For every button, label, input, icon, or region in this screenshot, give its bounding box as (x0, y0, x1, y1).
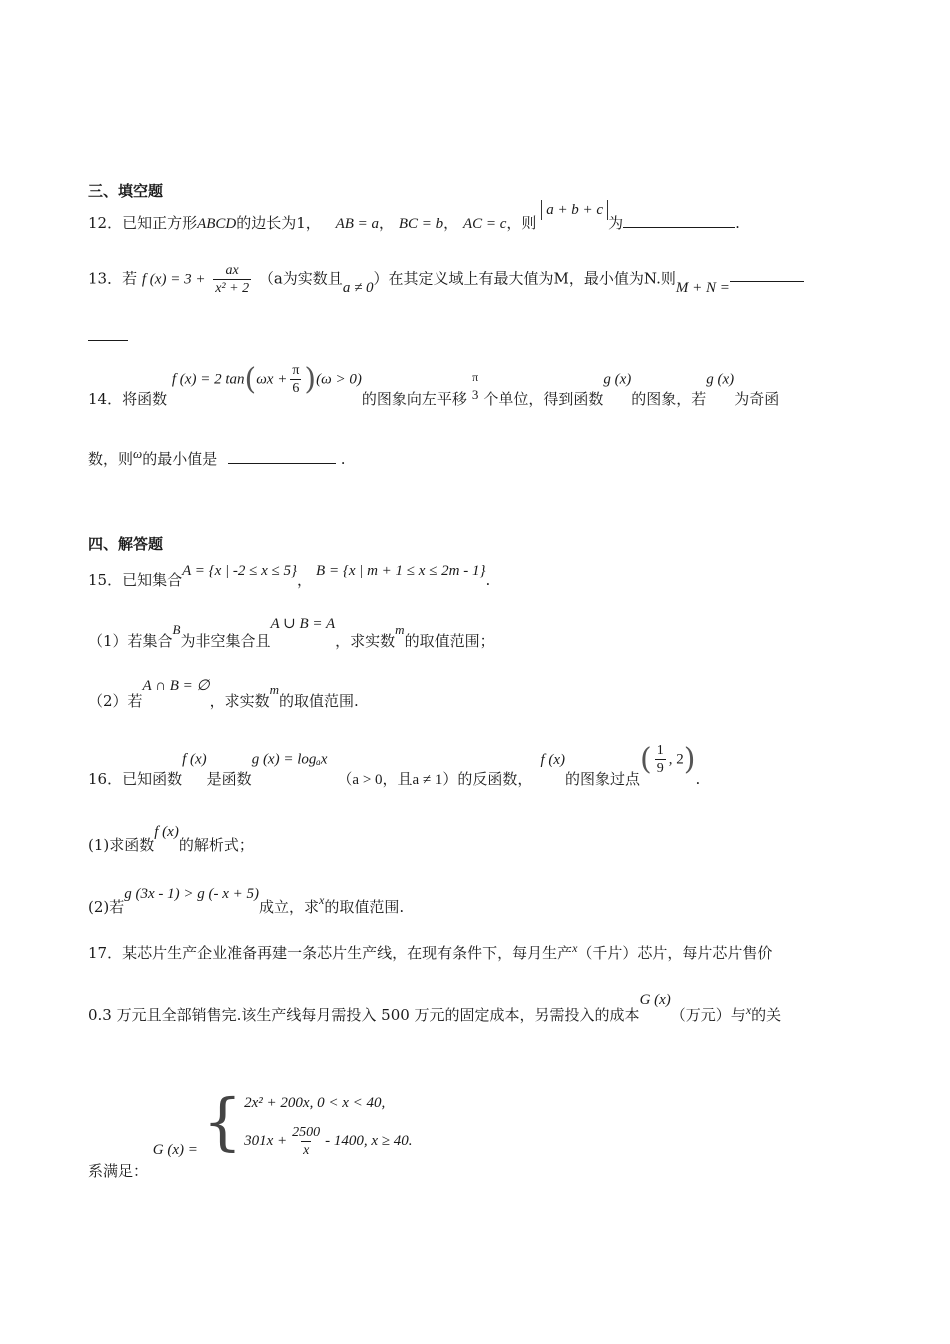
section-heading-solve: 四、解答题 (88, 535, 164, 553)
q15-intro: 15．已知集合 (88, 571, 183, 589)
q16-part-2 (88, 886, 405, 917)
q14-paren-left: ( (244, 362, 257, 397)
q13-paren-1: （a为实数且 (258, 269, 343, 288)
q14-pi-den: 6 (292, 381, 300, 396)
q13-fraction (213, 262, 251, 297)
q14-period: . (340, 450, 346, 468)
section-heading-fill-blank: 三、填空题 (88, 182, 164, 200)
q15-p1-text: 为非空集合且 (180, 632, 271, 650)
q17-g: G (x) (639, 992, 671, 1008)
q14-answer-blank[interactable] (228, 463, 336, 464)
question-15 (88, 563, 491, 590)
q12-intro: 12．已知正方形 (88, 214, 198, 232)
q17-case2-num: 2500 (292, 1125, 321, 1141)
q14-text-1: 的图象向左平移 (361, 389, 467, 408)
q14-text-4: 为奇函 (734, 389, 780, 408)
q14-g-2: g (x) (706, 371, 735, 388)
q13-intro: 13．若 (88, 269, 138, 288)
q12-text-1: 的边长为1， (236, 214, 321, 232)
q15-p2-b: ，求实数 (209, 692, 270, 710)
q16-pt-num: 1 (656, 743, 664, 758)
q16-s1-f: f (x) (154, 824, 179, 840)
q16-text-2: 的图象过点 (565, 769, 641, 788)
q14-shift-num: π (472, 369, 479, 384)
q17-case-2 (244, 1122, 412, 1160)
q12-ac-eq: AC = c (462, 216, 507, 232)
q17-case2-frac (290, 1124, 322, 1159)
q16-paren-left: ( (640, 742, 652, 777)
q16-text-1: 是函数 (206, 769, 252, 788)
question-17 (88, 942, 772, 963)
q17-g-lhs: G (x) = (152, 1142, 198, 1158)
q15-set-b: B = {x | m + 1 ≤ x ≤ 2m - 1} (316, 563, 486, 579)
q13-lhs: f (x) = 3 + (141, 271, 206, 288)
q16-point-frac (655, 742, 666, 777)
q15-comma: ， (297, 571, 313, 589)
q14-pi-frac (290, 362, 301, 397)
q16-s2-x: x (319, 893, 325, 907)
q17-case2-b: - 1400, x ≥ 40. (325, 1133, 413, 1149)
q14-text-2: 个单位，得到函数 (483, 389, 604, 408)
q17-brace: { (202, 1085, 243, 1158)
q16-inequality: g (3x - 1) > g (- x + 5) (124, 886, 260, 902)
q15-p1-a: （1）若集合 (88, 632, 173, 650)
q15-p2-a: （2）若 (88, 692, 143, 710)
q17-x-1: x (572, 941, 578, 955)
q17-piecewise (203, 1084, 413, 1160)
q14-line2-a: 数，则 (88, 450, 134, 468)
q14-arg: ωx + (256, 371, 288, 388)
q16-s1-b: 的解析式； (178, 836, 254, 854)
q12-text-2: ，则 (506, 214, 537, 232)
q17-x-2: x (745, 1003, 752, 1017)
q14-omega-cond: (ω > 0) (316, 371, 362, 388)
q16-g2: f (x) (540, 751, 566, 768)
q15-p1-c: ，求实数 (335, 632, 396, 650)
q16-paren-right: ) (683, 742, 696, 777)
q16-s1-a: (1)求函数 (88, 836, 155, 854)
q15-set-a: A = {x | -2 ≤ x ≤ 5} (182, 563, 298, 579)
q16-point-y: , 2 (668, 751, 684, 768)
q17-line3: 系满足： (88, 1162, 149, 1180)
q14-text-3: 的图象，若 (631, 389, 707, 408)
q14-shift-frac (470, 369, 481, 403)
q15-union: A ∪ B = A (270, 616, 336, 632)
q12-abs-expr: a + b + c (541, 200, 608, 220)
q12-text-3: 为 (608, 214, 624, 232)
q14-shift-den: 3 (471, 386, 479, 402)
q17-line1-b: （千片）芯片，每片芯片售价 (577, 944, 773, 962)
q14-omega: ω (133, 446, 143, 461)
q14-function: f (x) = 2 tan (171, 371, 245, 388)
q17-line1: 17．某芯片生产企业准备再建一条芯片生产线，在现有条件下，每月生产 (88, 944, 573, 962)
q13-frac-den: x² + 2 (215, 281, 250, 296)
q13-frac-num: ax (225, 263, 239, 278)
q13-paren-2: ）在其定义域上有最大值为M，最小值为N.则 (373, 269, 676, 288)
q15-p1-m: m (395, 622, 405, 637)
q17-line2-b: （万元）与 (670, 1006, 746, 1024)
q16-period: . (695, 769, 701, 788)
q14-line2-b: 的最小值是 (142, 450, 218, 468)
q14-g-1: g (x) (603, 371, 632, 388)
q17-case-1: 2x² + 200x, 0 < x < 40, (244, 1095, 386, 1111)
q12-period: . (735, 214, 740, 232)
q15-period: . (485, 571, 491, 589)
q17-line-3 (88, 1084, 413, 1180)
q14-paren-right: ) (304, 362, 317, 397)
q13-rhs: M + N = (675, 279, 730, 296)
q15-p1-b: B (172, 622, 181, 637)
q16-pt-den: 9 (656, 761, 664, 776)
q15-part-2 (88, 678, 359, 711)
q14-intro: 14．将函数 (88, 389, 168, 408)
q15-p1-d: 的取值范围； (404, 632, 495, 650)
q17-line2-a: 0.3 万元且全部销售完.该生产线每月需投入 500 万元的固定成本，另需投入的成本 (88, 1006, 640, 1024)
q12-square-name: ABCD (197, 216, 237, 232)
q16-g: g (x) = logₐx (251, 751, 328, 768)
q16-s2-b: 成立，求 (259, 898, 320, 916)
q12-bc-eq: BC = b (398, 216, 444, 232)
q12-answer-blank[interactable] (623, 227, 735, 228)
q17-case2-a: 301x + (244, 1133, 288, 1149)
question-14 (88, 362, 780, 408)
q15-p2-m: m (269, 682, 280, 697)
question-16 (88, 742, 701, 788)
q15-part-1 (88, 616, 495, 651)
q13-condition: a ≠ 0 (342, 279, 374, 296)
q17-case2-den: x (303, 1143, 310, 1159)
q16-part-1 (88, 824, 254, 855)
q16-condition: （a > 0，且a ≠ 1）的反函数， (337, 771, 533, 788)
q12-ab-eq: AB = a (335, 216, 380, 232)
q17-line-2 (88, 992, 782, 1025)
q14-line-2 (88, 448, 346, 469)
q14-pi-num: π (292, 363, 300, 378)
q16-s2-a: (2)若 (88, 898, 125, 916)
q13-continuation (88, 327, 128, 345)
q16-intro: 16．已知函数 (88, 769, 183, 788)
q17-cases (244, 1084, 412, 1160)
q13-answer-blank-1[interactable] (730, 281, 804, 282)
q15-intersection: A ∩ B = ∅ (142, 678, 210, 694)
question-12: 12．已知正方形ABCD的边长为1， AB = a， BC = b， AC = c，则 a + b + c为 . (88, 202, 740, 232)
q17-line2-c: 的关 (751, 1006, 782, 1024)
q15-p2-c: 的取值范围. (279, 692, 359, 710)
q13-answer-blank-2[interactable] (88, 330, 128, 341)
q16-s2-c: 的取值范围. (324, 898, 405, 916)
question-13 (88, 262, 804, 297)
q16-f: f (x) (182, 751, 207, 768)
